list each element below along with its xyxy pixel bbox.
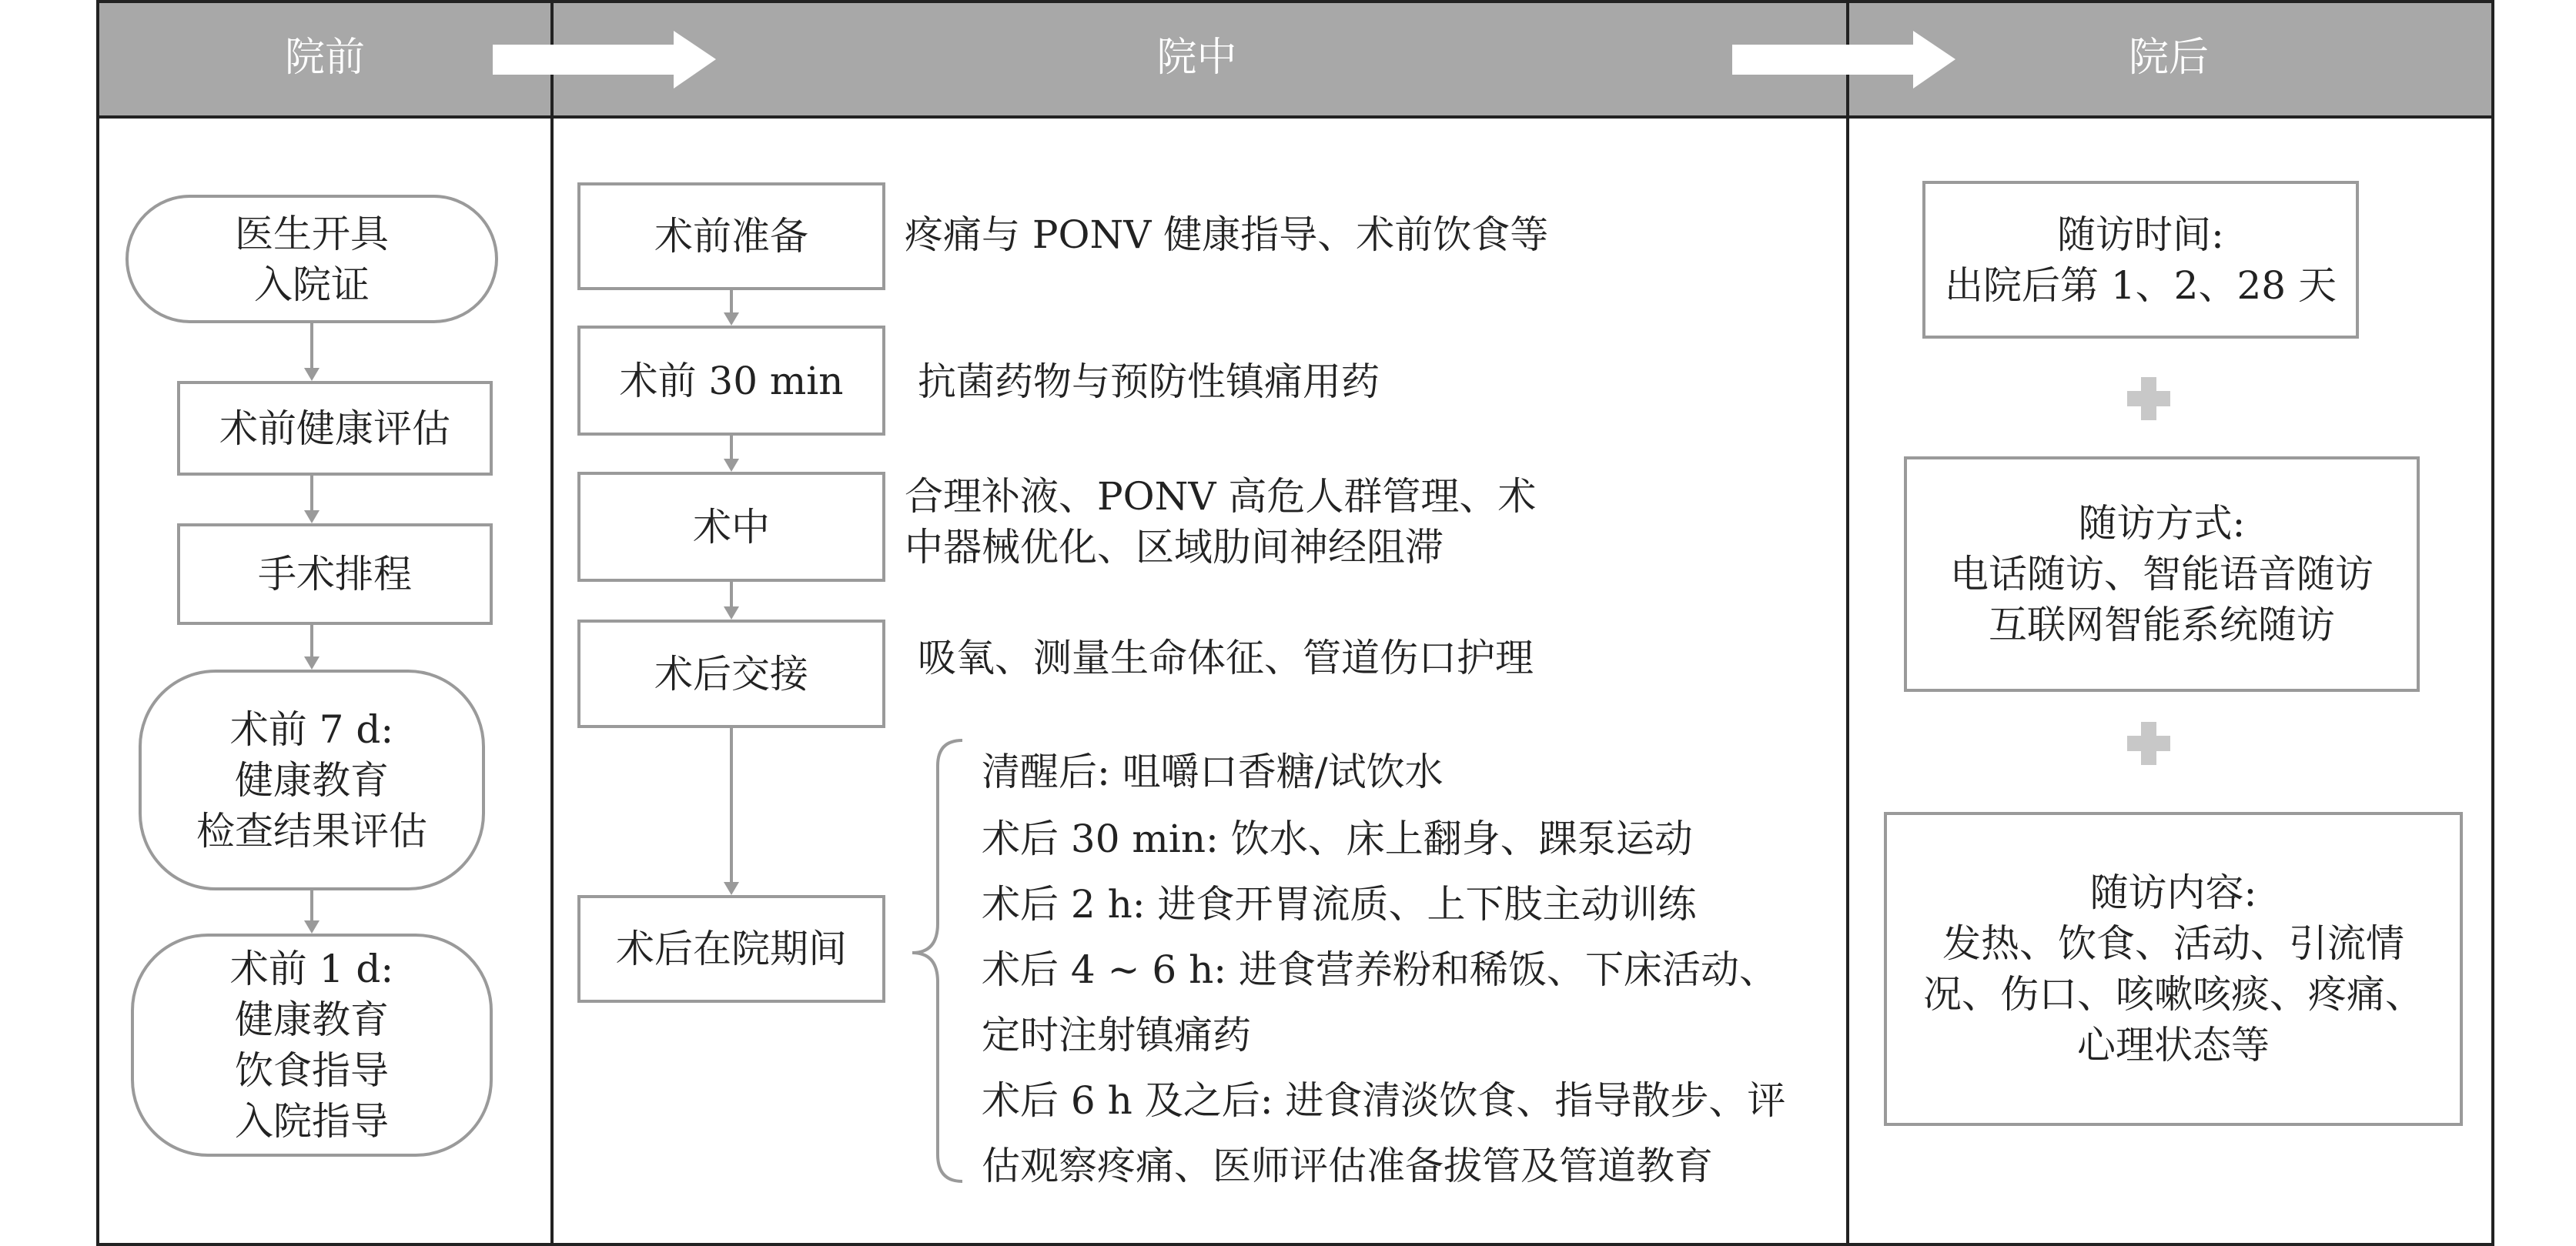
stage-box-postop-handover: 术后交接 <box>577 620 885 728</box>
postop-step-3: 术后 2 h: 进食开胃流质、上下肢主动训练 <box>982 882 1697 927</box>
box-preop-7d: 术前 7 d: 健康教育 检查结果评估 <box>139 670 485 890</box>
stage-box-postop-stay: 术后在院期间 <box>577 895 885 1003</box>
box-admission-certificate: 医生开具 入院证 <box>125 195 498 323</box>
postop-step-2: 术后 30 min: 饮水、床上翻身、踝泵运动 <box>982 817 1693 861</box>
header-post-hospital: 院后 <box>2128 35 2209 81</box>
stage-desc-preop-30min: 抗菌药物与预防性镇痛用药 <box>918 359 1380 404</box>
postop-step-5-cont: 估观察疼痛、医师评估准备拔管及管道教育 <box>982 1144 1713 1188</box>
brace <box>912 740 962 1181</box>
stage-box-preop-prep: 术前准备 <box>577 182 885 290</box>
header-in-hospital: 院中 <box>1156 35 1237 81</box>
postop-step-1: 清醒后: 咀嚼口香糖/试饮水 <box>982 750 1444 794</box>
postop-step-4-cont: 定时注射镇痛药 <box>982 1013 1251 1057</box>
box-followup-method: 随访方式: 电话随访、智能语音随访 互联网智能系统随访 <box>1904 456 2420 692</box>
stage-box-preop-30min: 术前 30 min <box>577 326 885 436</box>
stage-desc-intraop: 合理补液、PONV 高危人群管理、术 中器械优化、区域肋间神经阻滞 <box>905 474 1537 570</box>
box-preop-health-assessment: 术前健康评估 <box>177 381 493 476</box>
stage-desc-preop-prep: 疼痛与 PONV 健康指导、术前饮食等 <box>905 212 1549 257</box>
box-surgery-scheduling: 手术排程 <box>177 523 493 625</box>
stage-desc-postop-handover: 吸氧、测量生命体征、管道伤口护理 <box>918 636 1534 680</box>
stage-box-intraop: 术中 <box>577 472 885 582</box>
postop-step-4: 术后 4 ~ 6 h: 进食营养粉和稀饭、下床活动、 <box>982 947 1778 992</box>
box-followup-time: 随访时间: 出院后第 1、2、28 天 <box>1922 181 2359 339</box>
box-preop-1d: 术前 1 d: 健康教育 饮食指导 入院指导 <box>131 934 493 1157</box>
box-followup-content: 随访内容: 发热、饮食、活动、引流情 况、伤口、咳嗽咳痰、疼痛、 心理状态等 <box>1884 812 2463 1126</box>
header-pre-hospital: 院前 <box>284 35 365 81</box>
postop-step-5: 术后 6 h 及之后: 进食清淡饮食、指导散步、评 <box>982 1078 1786 1123</box>
